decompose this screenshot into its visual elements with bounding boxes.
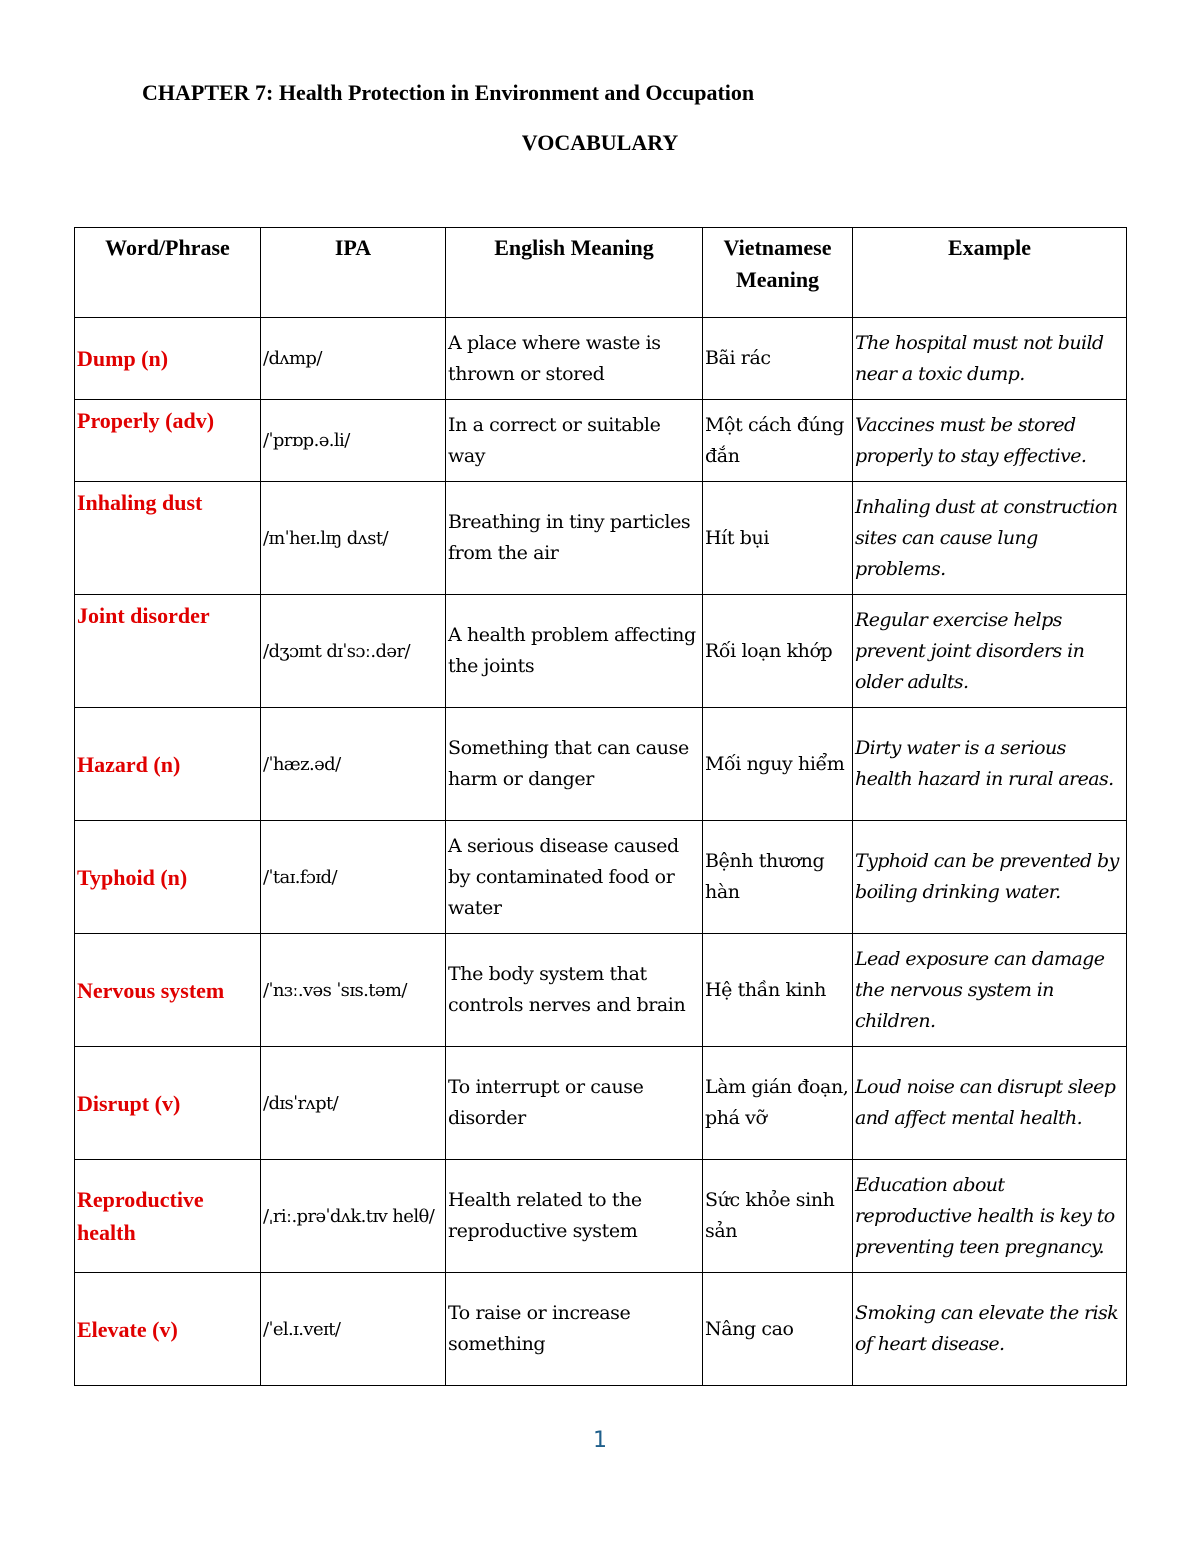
ipa-cell: /dʌmp/ bbox=[261, 318, 446, 400]
table-row bbox=[75, 482, 1127, 595]
ipa-cell: /ˈtaɪ.fɔɪd/ bbox=[261, 821, 446, 934]
word-cell: Joint disorder bbox=[75, 595, 261, 708]
table-row bbox=[75, 400, 1127, 482]
ipa-cell: /ˈel.ɪ.veɪt/ bbox=[261, 1273, 446, 1386]
word-cell: Dump (n) bbox=[75, 318, 261, 400]
ipa-cell: /dʒɔɪnt dɪˈsɔː.dər/ bbox=[261, 595, 446, 708]
english-meaning-cell: A health problem affecting the joints bbox=[446, 595, 703, 708]
word-cell: Typhoid (n) bbox=[75, 821, 261, 934]
table-row bbox=[75, 595, 1127, 708]
ipa-cell: /ˈprɒp.ə.li/ bbox=[261, 400, 446, 482]
word-cell: Properly (adv) bbox=[75, 400, 261, 482]
english-meaning-cell: Something that can cause harm or danger bbox=[446, 708, 703, 821]
word-cell: Elevate (v) bbox=[75, 1273, 261, 1386]
ipa-cell: /ˈnɜː.vəs ˈsɪs.təm/ bbox=[261, 934, 446, 1047]
table-row bbox=[75, 934, 1127, 1047]
table-row bbox=[75, 708, 1127, 821]
word-cell: Hazard (n) bbox=[75, 708, 261, 821]
word-cell: Disrupt (v) bbox=[75, 1047, 261, 1160]
vietnamese-meaning-cell: Hệ thần kinh bbox=[703, 934, 853, 1047]
table-row bbox=[75, 1273, 1127, 1386]
chapter-title: CHAPTER 7: Health Protection in Environment and Occupation bbox=[142, 80, 755, 105]
table-row bbox=[75, 318, 1127, 400]
example-cell: Smoking can elevate the risk of heart disease. bbox=[853, 1273, 1127, 1386]
english-meaning-cell: The body system that controls nerves and brain bbox=[446, 934, 703, 1047]
vietnamese-meaning-cell: Làm gián đoạn, phá vỡ bbox=[703, 1047, 853, 1160]
example-cell: Loud noise can disrupt sleep and affect mental health. bbox=[853, 1047, 1127, 1160]
example-cell: Inhaling dust at construction sites can cause lung problems. bbox=[853, 482, 1127, 595]
ipa-cell: /dɪsˈrʌpt/ bbox=[261, 1047, 446, 1160]
vietnamese-meaning-cell: Rối loạn khớp bbox=[703, 595, 853, 708]
vocabulary-heading: VOCABULARY bbox=[521, 130, 679, 155]
english-meaning-cell: To interrupt or cause disorder bbox=[446, 1047, 703, 1160]
ipa-cell: /ɪnˈheɪ.lɪŋ dʌst/ bbox=[261, 482, 446, 595]
example-cell: Lead exposure can damage the nervous system in children. bbox=[853, 934, 1127, 1047]
english-meaning-cell: To raise or increase something bbox=[446, 1273, 703, 1386]
english-meaning-cell: A place where waste is thrown or stored bbox=[446, 318, 703, 400]
page-number: 1 bbox=[593, 1428, 607, 1453]
table-row bbox=[75, 1047, 1127, 1160]
vietnamese-meaning-cell: Mối nguy hiểm bbox=[703, 708, 853, 821]
table-row bbox=[75, 1160, 1127, 1273]
example-cell: Dirty water is a serious health hazard in rural areas. bbox=[853, 708, 1127, 821]
vietnamese-meaning-cell: Nâng cao bbox=[703, 1273, 853, 1386]
table-header-row bbox=[75, 228, 1127, 318]
example-cell: Education about reproductive health is key to preventing teen pregnancy. bbox=[853, 1160, 1127, 1273]
ipa-cell: /ˈhæz.əd/ bbox=[261, 708, 446, 821]
header-english-meaning: English Meaning bbox=[446, 228, 703, 318]
english-meaning-cell: Breathing in tiny particles from the air bbox=[446, 482, 703, 595]
vietnamese-meaning-cell: Bãi rác bbox=[703, 318, 853, 400]
vocabulary-table bbox=[74, 227, 1127, 1386]
word-cell: Nervous system bbox=[75, 934, 261, 1047]
english-meaning-cell: Health related to the reproductive system bbox=[446, 1160, 703, 1273]
table-row bbox=[75, 821, 1127, 934]
header-word: Word/Phrase bbox=[75, 228, 261, 318]
ipa-cell: /ˌriː.prəˈdʌk.tɪv helθ/ bbox=[261, 1160, 446, 1273]
example-cell: Regular exercise helps prevent joint disorders in older adults. bbox=[853, 595, 1127, 708]
vietnamese-meaning-cell: Hít bụi bbox=[703, 482, 853, 595]
example-cell: The hospital must not build near a toxic dump. bbox=[853, 318, 1127, 400]
english-meaning-cell: In a correct or suitable way bbox=[446, 400, 703, 482]
english-meaning-cell: A serious disease caused by contaminated food or water bbox=[446, 821, 703, 934]
vietnamese-meaning-cell: Một cách đúng đắn bbox=[703, 400, 853, 482]
word-cell: Inhaling dust bbox=[75, 482, 261, 595]
vietnamese-meaning-cell: Bệnh thương hàn bbox=[703, 821, 853, 934]
header-example: Example bbox=[853, 228, 1127, 318]
header-ipa: IPA bbox=[261, 228, 446, 318]
example-cell: Typhoid can be prevented by boiling drinking water. bbox=[853, 821, 1127, 934]
word-cell: Reproductive health bbox=[75, 1160, 261, 1273]
example-cell: Vaccines must be stored properly to stay effective. bbox=[853, 400, 1127, 482]
header-vietnamese-meaning: Vietnamese Meaning bbox=[703, 228, 853, 318]
vietnamese-meaning-cell: Sức khỏe sinh sản bbox=[703, 1160, 853, 1273]
